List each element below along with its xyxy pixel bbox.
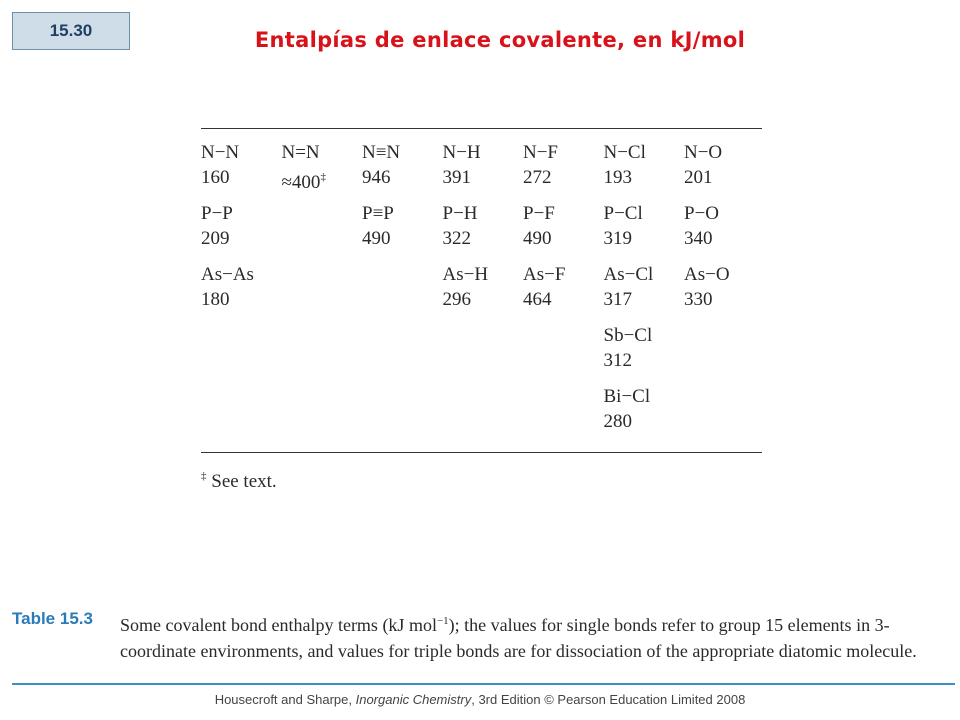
bond-enthalpy-value [604,348,684,373]
bond-enthalpy-number: 180 [201,289,230,310]
bond-name: Sb−Cl [603,325,653,346]
bond-enthalpy-number: ≈400 [281,172,321,193]
caption-text-end: ); the values for single bonds refer to group 15 elements in 3- coordinate environments, and values for triple bonds are for dissociation of the appropriate diatomic molecule. [120,615,917,661]
footnote-text: See text. [211,471,277,492]
bond-enthalpy-number: 490 [362,228,391,249]
slide-number: 15.30 [49,21,93,40]
bond-enthalpy-value [523,165,603,190]
bond-enthalpy-value [201,226,281,251]
slide-number-badge [12,12,130,50]
bond-name: As−As [201,264,254,285]
bond-cell [443,140,523,190]
bond-enthalpy-number: 280 [603,411,632,432]
bond-cell [201,140,281,190]
footer-rule [12,683,955,685]
bond-cell [201,201,281,251]
bond-cell [604,140,684,190]
bond-cell [443,262,523,312]
bond-enthalpy-value [684,287,764,312]
bond-enthalpy-value [443,165,523,190]
footnote-marker: ‡ [320,171,326,183]
bond-enthalpy-value [443,287,523,312]
bond-name: N−F [523,142,559,163]
bond-enthalpy-value [604,165,684,190]
bond-cell [604,384,684,434]
bond-enthalpy-value [201,287,281,312]
bond-enthalpy-value [604,287,684,312]
bond-enthalpy-number: 322 [442,228,471,249]
bond-enthalpy-value [684,165,764,190]
bond-name: P−F [523,203,555,224]
caption-text [120,608,920,664]
bond-enthalpy-value [362,165,442,190]
bond-name: P−Cl [603,203,643,224]
bond-name: N−H [442,142,481,163]
bond-cell [201,262,281,312]
bond-enthalpy-value [684,226,764,251]
bond-name: N≡N [362,142,401,163]
bond-cell [362,201,442,251]
bond-enthalpy-value [604,226,684,251]
bond-enthalpy-number: 312 [603,350,632,371]
footer-book-title: Inorganic Chemistry [355,692,472,707]
bond-name: N−Cl [603,142,646,163]
bond-enthalpy-number: 319 [603,228,632,249]
bond-enthalpy-number: 193 [603,167,632,188]
bond-name: P−H [442,203,478,224]
table-top-rule [201,128,762,129]
bond-name: P≡P [362,203,394,224]
bond-cell [523,140,603,190]
bond-enthalpy-value [282,165,362,195]
bond-enthalpy-number: 209 [201,228,230,249]
bond-enthalpy-value [523,226,603,251]
bond-cell [684,140,764,190]
bond-enthalpy-number: 272 [523,167,552,188]
bond-cell [523,262,603,312]
bond-cell [684,262,764,312]
footer-edition: , 3rd Edition © Pearson Education Limited 2008 [471,692,746,707]
bond-name: N−N [201,142,240,163]
bond-name: As−F [523,264,566,285]
footnote-symbol: ‡ [201,470,207,482]
slide-title: Entalpías de enlace covalente, en kJ/mol [254,28,746,52]
table-bottom-rule [201,452,762,453]
bond-name: N=N [281,142,320,163]
bond-name: As−Cl [603,264,654,285]
bond-enthalpy-number: 490 [523,228,552,249]
bond-enthalpy-number: 317 [603,289,632,310]
bond-enthalpy-value [362,226,442,251]
caption-superscript: −1 [436,615,449,627]
bond-name: As−O [684,264,730,285]
bond-name: P−O [684,203,720,224]
bond-name: N−O [684,142,723,163]
bond-enthalpy-number: 464 [523,289,552,310]
bond-enthalpy-number: 946 [362,167,391,188]
bond-enthalpy-number: 296 [442,289,471,310]
bond-name: Bi−Cl [603,386,651,407]
bond-enthalpy-value [523,287,603,312]
table-footnote [201,470,277,493]
bond-enthalpy-value [443,226,523,251]
bond-cell [362,140,442,190]
bond-enthalpy-number: 391 [442,167,471,188]
caption-label: Table 15.3 [12,609,93,628]
footer-authors: Housecroft and Sharpe, [214,692,356,707]
bond-enthalpy-number: 330 [684,289,713,310]
caption-text-start: Some covalent bond enthalpy terms (kJ mol [120,615,437,635]
bond-name: As−H [442,264,489,285]
bond-cell [282,140,362,195]
bond-enthalpy-number: 201 [684,167,713,188]
bond-name: P−P [201,203,233,224]
bond-enthalpy-value [201,165,281,190]
bond-cell [604,201,684,251]
bond-cell [604,262,684,312]
bond-enthalpy-value [604,409,684,434]
bond-enthalpy-number: 160 [201,167,230,188]
footer-credit [0,692,960,707]
bond-cell [684,201,764,251]
bond-cell [604,323,684,373]
bond-cell [523,201,603,251]
bond-enthalpy-number: 340 [684,228,713,249]
bond-cell [443,201,523,251]
